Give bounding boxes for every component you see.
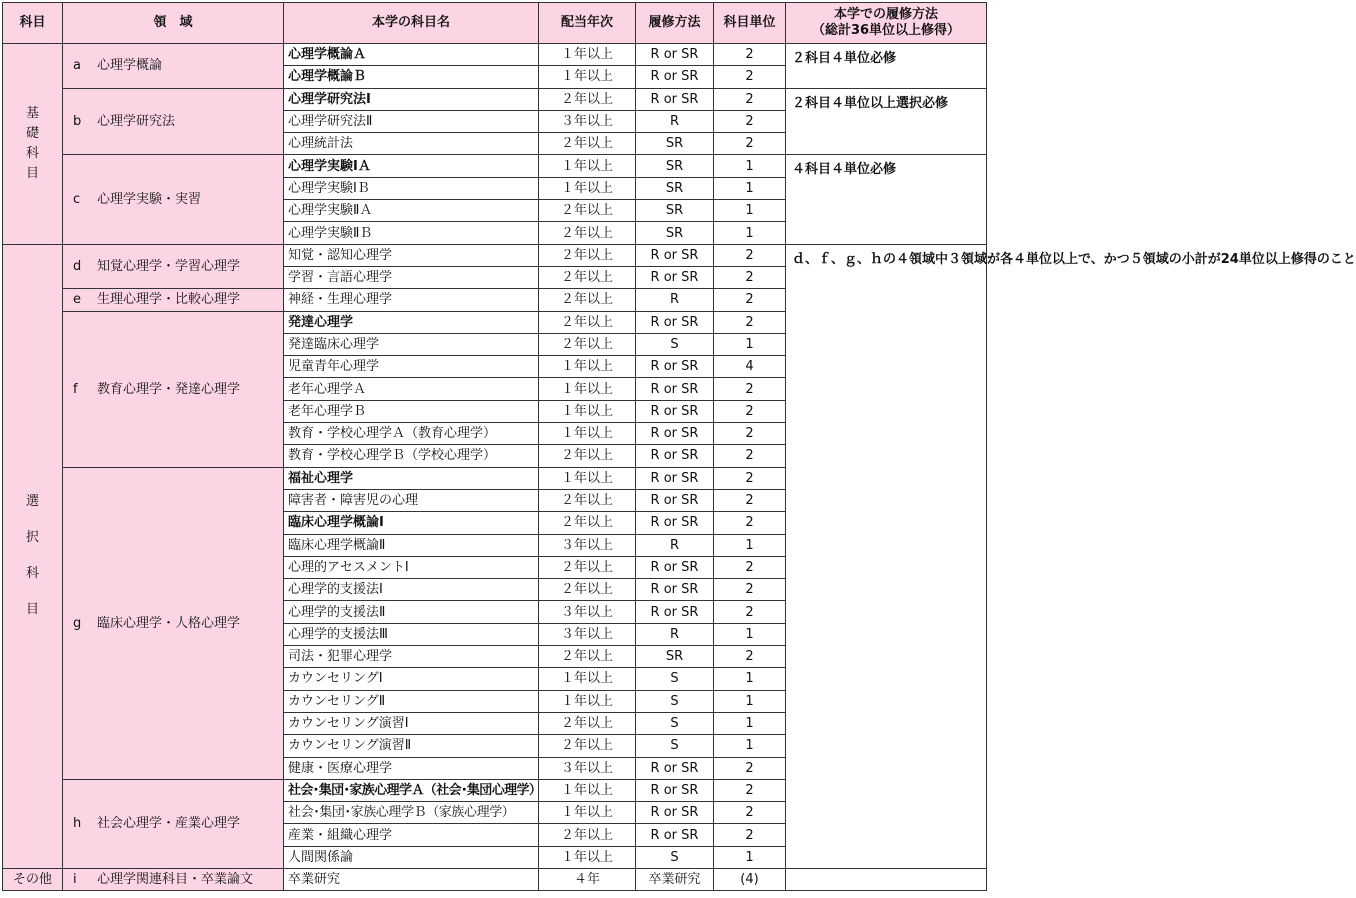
subject-units: 2 xyxy=(714,244,786,266)
subject-method: SR xyxy=(636,646,714,668)
subject-units: 2 xyxy=(714,266,786,288)
subject-name: 心理学概論Ａ xyxy=(284,44,539,66)
subject-name: カウンセリング演習Ⅱ xyxy=(284,735,539,757)
subject-method: R or SR xyxy=(636,400,714,422)
subject-units: 2 xyxy=(714,110,786,132)
subject-name: 教育・学校心理学Ａ（教育心理学） xyxy=(284,423,539,445)
subject-method: SR xyxy=(636,133,714,155)
subject-name: 社会･集団･家族心理学Ｂ（家族心理学） xyxy=(284,802,539,824)
subject-method: 卒業研究 xyxy=(636,868,714,890)
subject-method: R xyxy=(636,289,714,311)
header-remarks-line1: 本学での履修方法 xyxy=(833,7,938,22)
subject-units: 2 xyxy=(714,467,786,489)
subject-year: ２年以上 xyxy=(539,735,636,757)
subject-units: 1 xyxy=(714,668,786,690)
subject-units: 2 xyxy=(714,423,786,445)
remark-other xyxy=(786,868,987,890)
subject-year: ３年以上 xyxy=(539,110,636,132)
area-c: c 心理学実験・実習 xyxy=(63,155,284,244)
subject-units: 2 xyxy=(714,646,786,668)
subject-name: 心理学研究法Ⅰ xyxy=(284,88,539,110)
subject-name: 心理学概論Ｂ xyxy=(284,66,539,88)
subject-year: ２年以上 xyxy=(539,824,636,846)
subject-units: 2 xyxy=(714,601,786,623)
subject-name: 心理的アセスメントⅠ xyxy=(284,556,539,578)
subject-method: R or SR xyxy=(636,423,714,445)
subject-units: 2 xyxy=(714,44,786,66)
subject-method: S xyxy=(636,712,714,734)
subject-units: 2 xyxy=(714,66,786,88)
subject-year: １年以上 xyxy=(539,846,636,868)
subject-name: 神経・生理心理学 xyxy=(284,289,539,311)
subject-name: 卒業研究 xyxy=(284,868,539,890)
area-i: i 心理学関連科目・卒業論文 xyxy=(63,868,284,890)
category-basic: 基礎科目 xyxy=(3,44,63,245)
subject-method: R or SR xyxy=(636,44,714,66)
subject-method: S xyxy=(636,846,714,868)
subject-name: 心理学実験ⅠＡ xyxy=(284,155,539,177)
subject-name: 臨床心理学概論Ⅰ xyxy=(284,512,539,534)
remark-c: ４科目４単位必修 xyxy=(786,155,987,244)
subject-method: R or SR xyxy=(636,489,714,511)
subject-method: R or SR xyxy=(636,802,714,824)
subject-units: 1 xyxy=(714,177,786,199)
subject-year: ３年以上 xyxy=(539,534,636,556)
subject-units: 2 xyxy=(714,400,786,422)
subject-name: 臨床心理学概論Ⅱ xyxy=(284,534,539,556)
subject-year: １年以上 xyxy=(539,44,636,66)
header-year: 配当年次 xyxy=(539,3,636,44)
subject-units: 2 xyxy=(714,757,786,779)
area-b: b 心理学研究法 xyxy=(63,88,284,155)
subject-units: 1 xyxy=(714,155,786,177)
subject-units: 2 xyxy=(714,289,786,311)
subject-method: R or SR xyxy=(636,66,714,88)
header-method: 履修方法 xyxy=(636,3,714,44)
subject-units: 1 xyxy=(714,534,786,556)
subject-units: 2 xyxy=(714,579,786,601)
area-g: g 臨床心理学・人格心理学 xyxy=(63,467,284,779)
subject-method: R or SR xyxy=(636,601,714,623)
subject-units: 2 xyxy=(714,133,786,155)
subject-method: R or SR xyxy=(636,378,714,400)
area-h: h 社会心理学・産業心理学 xyxy=(63,779,284,868)
subject-year: １年以上 xyxy=(539,668,636,690)
subject-name: 心理学的支援法Ⅱ xyxy=(284,601,539,623)
subject-year: ２年以上 xyxy=(539,556,636,578)
curriculum-table xyxy=(2,2,1356,891)
subject-method: R or SR xyxy=(636,556,714,578)
subject-year: ２年以上 xyxy=(539,200,636,222)
remark-b: ２科目４単位以上選択必修 xyxy=(786,88,987,155)
area-e: e 生理心理学・比較心理学 xyxy=(63,289,284,311)
category-other: その他 xyxy=(3,868,63,890)
subject-method: R xyxy=(636,110,714,132)
subject-method: R or SR xyxy=(636,244,714,266)
subject-name: 老年心理学Ｂ xyxy=(284,400,539,422)
subject-year: １年以上 xyxy=(539,802,636,824)
subject-units: 1 xyxy=(714,690,786,712)
subject-name: カウンセリングⅡ xyxy=(284,690,539,712)
header-category: 科目 xyxy=(3,3,63,44)
header-remarks-line2: （総計36単位以上修得） xyxy=(811,23,961,38)
subject-name: 老年心理学Ａ xyxy=(284,378,539,400)
subject-year: １年以上 xyxy=(539,690,636,712)
subject-method: R or SR xyxy=(636,266,714,288)
subject-name: 発達心理学 xyxy=(284,311,539,333)
header-area: 領 域 xyxy=(63,3,284,44)
subject-method: S xyxy=(636,735,714,757)
subject-year: ２年以上 xyxy=(539,512,636,534)
subject-year: ３年以上 xyxy=(539,757,636,779)
subject-year: １年以上 xyxy=(539,400,636,422)
subject-name: 学習・言語心理学 xyxy=(284,266,539,288)
area-a: a 心理学概論 xyxy=(63,44,284,89)
subject-units: 2 xyxy=(714,88,786,110)
subject-units: 1 xyxy=(714,200,786,222)
table-row xyxy=(3,868,987,890)
subject-method: SR xyxy=(636,222,714,244)
subject-name: 心理学的支援法Ⅰ xyxy=(284,579,539,601)
subject-method: R or SR xyxy=(636,356,714,378)
subject-method: S xyxy=(636,690,714,712)
subject-name: 心理学実験ⅠＢ xyxy=(284,177,539,199)
subject-year: １年以上 xyxy=(539,155,636,177)
subject-name: 健康・医療心理学 xyxy=(284,757,539,779)
subject-name: 心理統計法 xyxy=(284,133,539,155)
header-subject: 本学の科目名 xyxy=(284,3,539,44)
subject-method: R or SR xyxy=(636,824,714,846)
category-elective: 選択科目 xyxy=(3,244,63,868)
subject-units: 2 xyxy=(714,311,786,333)
subject-year: ２年以上 xyxy=(539,88,636,110)
table-row xyxy=(3,44,987,66)
subject-name: 児童青年心理学 xyxy=(284,356,539,378)
header-row xyxy=(3,3,987,44)
subject-name: カウンセリングⅠ xyxy=(284,668,539,690)
subject-units: 1 xyxy=(714,846,786,868)
subject-name: 障害者・障害児の心理 xyxy=(284,489,539,511)
subject-units: 2 xyxy=(714,556,786,578)
subject-method: SR xyxy=(636,200,714,222)
subject-year: ２年以上 xyxy=(539,489,636,511)
subject-year: ２年以上 xyxy=(539,712,636,734)
subject-year: １年以上 xyxy=(539,356,636,378)
subject-year: ２年以上 xyxy=(539,133,636,155)
subject-year: ２年以上 xyxy=(539,289,636,311)
remark-a: ２科目４単位必修 xyxy=(786,44,987,89)
subject-method: R or SR xyxy=(636,311,714,333)
remark-elective: ｄ、ｆ、ｇ、ｈの４領域中３領域が各４単位以上で、かつ５領域の小計が24単位以上修得のこと xyxy=(786,244,987,868)
subject-method: R xyxy=(636,534,714,556)
subject-units: 2 xyxy=(714,802,786,824)
subject-year: １年以上 xyxy=(539,779,636,801)
subject-year: ４年 xyxy=(539,868,636,890)
subject-method: R or SR xyxy=(636,512,714,534)
subject-units: 1 xyxy=(714,222,786,244)
subject-name: カウンセリング演習Ⅰ xyxy=(284,712,539,734)
header-units: 科目単位 xyxy=(714,3,786,44)
subject-name: 心理学研究法Ⅱ xyxy=(284,110,539,132)
subject-name: 産業・組織心理学 xyxy=(284,824,539,846)
subject-method: R or SR xyxy=(636,445,714,467)
subject-year: ２年以上 xyxy=(539,445,636,467)
subject-method: R or SR xyxy=(636,88,714,110)
subject-year: ３年以上 xyxy=(539,623,636,645)
subject-units: 1 xyxy=(714,735,786,757)
subject-units: (4) xyxy=(714,868,786,890)
table-row xyxy=(3,155,987,177)
table-row xyxy=(3,244,987,266)
subject-year: １年以上 xyxy=(539,177,636,199)
subject-units: 2 xyxy=(714,445,786,467)
subject-method: R or SR xyxy=(636,579,714,601)
subject-name: 福祉心理学 xyxy=(284,467,539,489)
subject-units: 1 xyxy=(714,623,786,645)
area-f: f 教育心理学・発達心理学 xyxy=(63,311,284,467)
header-remarks xyxy=(786,3,987,44)
subject-name: 人間関係論 xyxy=(284,846,539,868)
subject-year: ２年以上 xyxy=(539,646,636,668)
subject-year: ２年以上 xyxy=(539,333,636,355)
subject-name: 発達臨床心理学 xyxy=(284,333,539,355)
subject-name: 社会･集団･家族心理学Ａ（社会･集団心理学） xyxy=(284,779,539,801)
subject-name: 知覚・認知心理学 xyxy=(284,244,539,266)
subject-method: SR xyxy=(636,177,714,199)
subject-year: ２年以上 xyxy=(539,266,636,288)
subject-units: 2 xyxy=(714,489,786,511)
subject-units: 1 xyxy=(714,333,786,355)
subject-method: R or SR xyxy=(636,757,714,779)
subject-name: 心理学的支援法Ⅲ xyxy=(284,623,539,645)
subject-units: 2 xyxy=(714,512,786,534)
subject-units: 2 xyxy=(714,378,786,400)
subject-year: ３年以上 xyxy=(539,601,636,623)
subject-name: 心理学実験ⅡＡ xyxy=(284,200,539,222)
subject-method: S xyxy=(636,333,714,355)
subject-units: 4 xyxy=(714,356,786,378)
subject-method: SR xyxy=(636,155,714,177)
subject-year: １年以上 xyxy=(539,66,636,88)
subject-year: ２年以上 xyxy=(539,222,636,244)
subject-year: ２年以上 xyxy=(539,244,636,266)
subject-year: １年以上 xyxy=(539,467,636,489)
area-d: d 知覚心理学・学習心理学 xyxy=(63,244,284,289)
subject-year: ２年以上 xyxy=(539,311,636,333)
subject-year: ２年以上 xyxy=(539,579,636,601)
subject-method: R or SR xyxy=(636,467,714,489)
subject-units: 2 xyxy=(714,779,786,801)
subject-units: 1 xyxy=(714,712,786,734)
subject-method: R or SR xyxy=(636,779,714,801)
subject-year: １年以上 xyxy=(539,378,636,400)
subject-method: R xyxy=(636,623,714,645)
subject-units: 2 xyxy=(714,824,786,846)
subject-method: S xyxy=(636,668,714,690)
subject-name: 教育・学校心理学Ｂ（学校心理学） xyxy=(284,445,539,467)
subject-name: 司法・犯罪心理学 xyxy=(284,646,539,668)
table-row xyxy=(3,88,987,110)
subject-name: 心理学実験ⅡＢ xyxy=(284,222,539,244)
subject-year: １年以上 xyxy=(539,423,636,445)
